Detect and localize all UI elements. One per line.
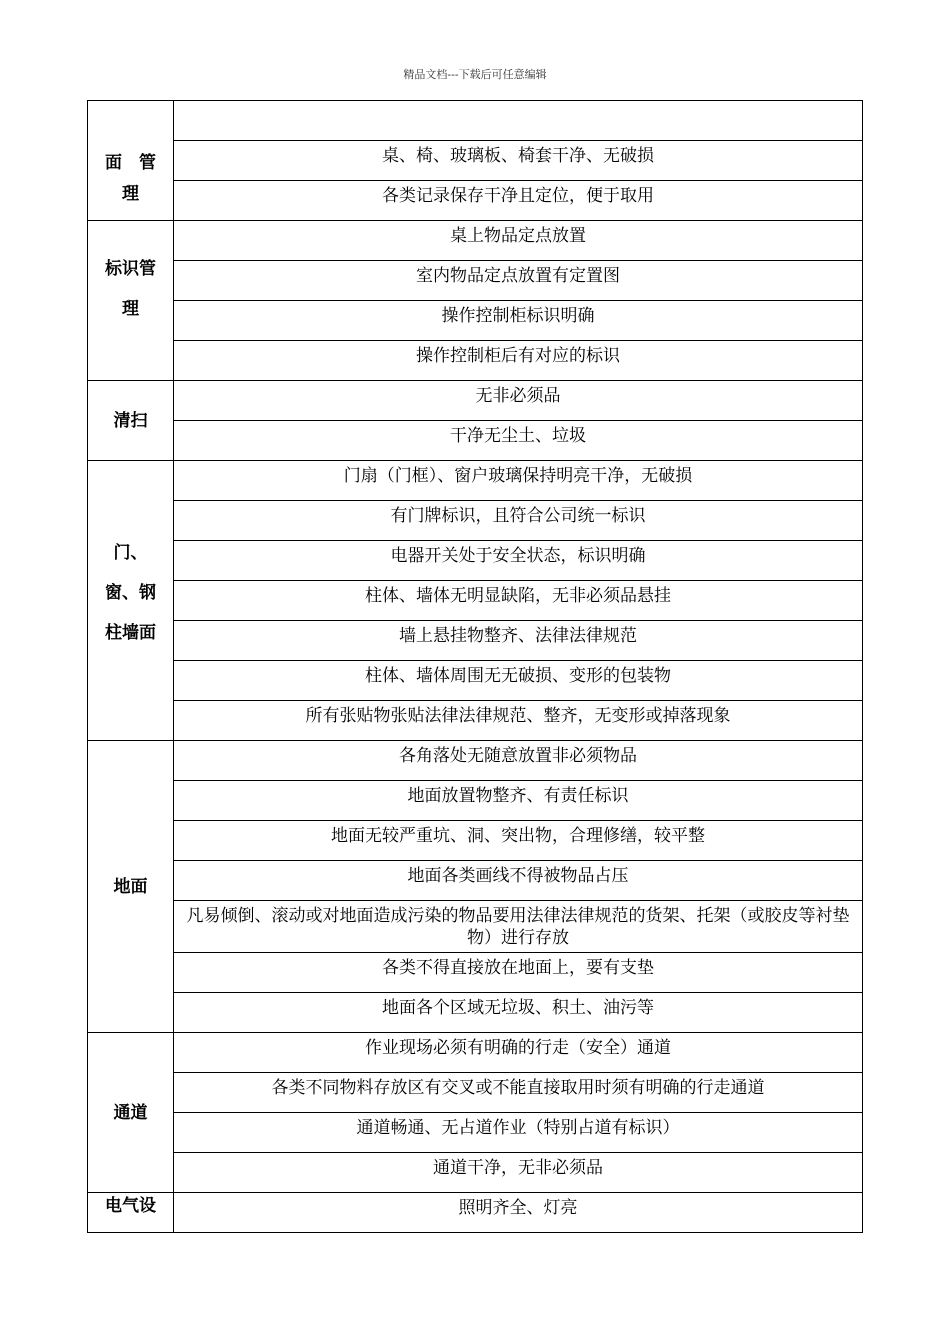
item-cell: 各类不得直接放在地面上，要有支垫 <box>174 953 863 993</box>
item-cell: 地面各个区域无垃圾、积土、油污等 <box>174 993 863 1033</box>
item-cell: 凡易倾倒、滚动或对地面造成污染的物品要用法律法律规范的货架、托架（或胶皮等衬垫物）进行存放 <box>174 901 863 953</box>
item-cell: 桌、椅、玻璃板、椅套干净、无破损 <box>174 141 863 181</box>
item-cell: 各类不同物料存放区有交叉或不能直接取用时须有明确的行走通道 <box>174 1073 863 1113</box>
item-cell: 地面无较严重坑、洞、突出物，合理修缮，较平整 <box>174 821 863 861</box>
category-cell <box>88 221 174 381</box>
category-line: 通道 <box>113 1102 148 1123</box>
category-line: 面 管 <box>105 153 156 173</box>
category-line: 柱墙面 <box>105 623 156 643</box>
page-header: 精品文档---下载后可任意编辑 <box>403 68 547 81</box>
category-cell <box>88 1193 174 1233</box>
category-line: 理 <box>122 299 139 319</box>
item-cell: 室内物品定点放置有定置图 <box>174 261 863 301</box>
item-cell: 所有张贴物张贴法律法律规范、整齐，无变形或掉落现象 <box>174 701 863 741</box>
category-cell <box>88 461 174 741</box>
item-cell <box>174 101 863 141</box>
item-cell: 桌上物品定点放置 <box>174 221 863 261</box>
item-cell: 有门牌标识，且符合公司统一标识 <box>174 501 863 541</box>
category-line: 地面 <box>113 876 148 897</box>
item-cell: 门扇（门框）、窗户玻璃保持明亮干净，无破损 <box>174 461 863 501</box>
category-line: 窗、钢 <box>105 583 156 603</box>
category-line: 门、 <box>113 543 148 563</box>
item-cell: 操作控制柜标识明确 <box>174 301 863 341</box>
category-cell <box>88 381 174 461</box>
item-cell: 作业现场必须有明确的行走（安全）通道 <box>174 1033 863 1073</box>
item-cell: 电器开关处于安全状态，标识明确 <box>174 541 863 581</box>
item-cell: 操作控制柜后有对应的标识 <box>174 341 863 381</box>
item-cell: 柱体、墙体无明显缺陷，无非必须品悬挂 <box>174 581 863 621</box>
item-cell: 通道干净，无非必须品 <box>174 1153 863 1193</box>
item-cell: 各角落处无随意放置非必须物品 <box>174 741 863 781</box>
item-cell: 柱体、墙体周围无无破损、变形的包装物 <box>174 661 863 701</box>
category-cell <box>88 101 174 221</box>
category-cell <box>88 741 174 1033</box>
item-cell: 照明齐全、灯亮 <box>174 1193 863 1233</box>
item-cell: 地面各类画线不得被物品占压 <box>174 861 863 901</box>
item-cell: 地面放置物整齐、有责任标识 <box>174 781 863 821</box>
category-cell <box>88 1033 174 1193</box>
item-cell: 无非必须品 <box>174 381 863 421</box>
category-line: 清扫 <box>113 410 148 431</box>
item-cell: 干净无尘土、垃圾 <box>174 421 863 461</box>
category-line: 标识管 <box>105 259 156 279</box>
item-cell: 各类记录保存干净且定位，便于取用 <box>174 181 863 221</box>
inspection-table <box>87 100 863 1233</box>
category-line: 理 <box>122 184 139 204</box>
category-line: 电气设 <box>105 1196 156 1216</box>
item-cell: 通道畅通、无占道作业（特别占道有标识） <box>174 1113 863 1153</box>
item-cell: 墙上悬挂物整齐、法律法律规范 <box>174 621 863 661</box>
